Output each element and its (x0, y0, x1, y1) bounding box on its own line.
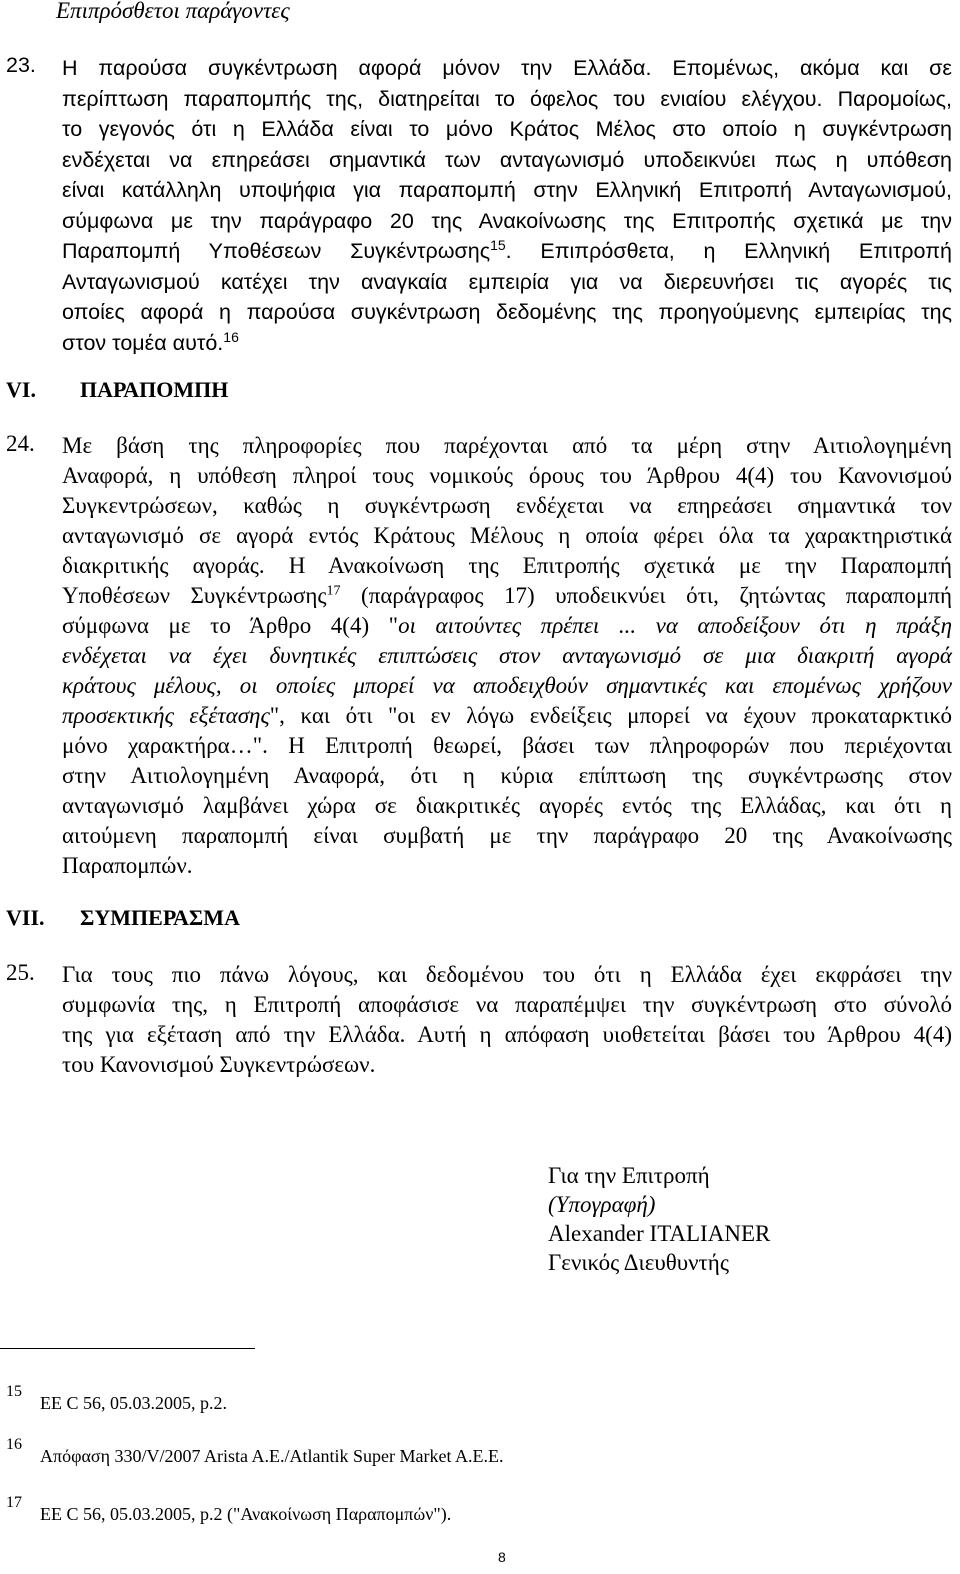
paragraph-line: στην Αιτιολογημένη Αναφορά, ότι η κύρια επίπτωση της συγκέντρωσης στον (62, 763, 952, 788)
paragraph-line: ενδέχεται να επηρεάσει σημαντικά των ανταγωνισμό υποδεικνύει πως η υπόθεση (62, 147, 952, 172)
paragraph-number-25: 25. (6, 960, 35, 985)
paragraph-24 (62, 431, 952, 881)
paragraph-line: Συγκεντρώσεων, καθώς η συγκέντρωση ενδέχεται να επηρεάσει σημαντικά τον (62, 493, 952, 518)
paragraph-line (62, 328, 952, 359)
paragraph-line: οποίες αφορά η παρούσα συγκέντρωση δεδομένης της προηγούμενης εμπειρίας της (62, 300, 952, 324)
signatory-name: Alexander ITALIANER (548, 1221, 771, 1246)
footnote-ref-16[interactable]: 16 (223, 328, 239, 345)
paragraph-line: διακριτικής αγοράς. Η Ανακοίνωση της Επιτροπής σχετικά με την Παραπομπή (62, 553, 952, 578)
footnote-text: EE C 56, 05.03.2005, p.2. (40, 1393, 227, 1413)
paragraph-line: αιτούμενη παραπομπή είναι συμβατή με την παράγραφο 20 της Ανακοίνωσης (62, 823, 952, 848)
paragraph-line: Ανταγωνισμού κατέχει την αναγκαία εμπειρία για να διερευνήσει τις αγορές τις (62, 269, 952, 294)
paragraph-number-23: 23. (6, 53, 36, 77)
text-run: στον τομέα αυτό. (62, 330, 224, 355)
paragraph-line: περίπτωση παραπομπής της, διατηρείται το όφελος του ενιαίου ελέγχου. Παρομοίως, (62, 86, 952, 111)
signature-block (548, 1161, 770, 1277)
footnote-number: 17 (6, 1494, 22, 1511)
paragraph-line (62, 641, 952, 671)
paragraph-line: Αναφορά, η υπόθεση πληροί τους νομικούς όρους του Άρθρου 4(4) του Κανονισμού (62, 463, 952, 488)
footnote-separator (0, 1348, 255, 1349)
signature-for-commission: Για την Επιτροπή (548, 1163, 710, 1188)
subsection-heading: Επιπρόσθετοι παράγοντες (56, 0, 290, 23)
paragraph-line (62, 701, 952, 731)
paragraph-line: μόνο χαρακτήρα…". Η Επιτροπή θεωρεί, βάσει των πληροφορών που περιέχονται (62, 733, 952, 758)
paragraph-line: Με βάση της πληροφορίες που παρέχονται από τα μέρη στην Αιτιολογημένη (62, 433, 952, 458)
text-run: Υποθέσεων Συγκέντρωσης (62, 583, 327, 608)
paragraph-25 (62, 960, 952, 1080)
paragraph-23 (62, 53, 952, 358)
paragraph-line (62, 236, 952, 267)
paragraph-line: του Κανονισμού Συγκεντρώσεων. (62, 1052, 376, 1077)
footnote-number: 15 (6, 1383, 22, 1400)
paragraph-line: Για τους πιο πάνω λόγους, και δεδομένου του ότι η Ελλάδα έχει εκφράσει την (62, 962, 952, 987)
footnote-ref-17[interactable]: 17 (326, 583, 341, 599)
section-title-referral: ΠΑΡΑΠΟΜΠΗ (80, 377, 229, 402)
text-run: (παράγραφος 17) υποδεικνύει ότι, ζητώντας παραπομπή (340, 583, 952, 608)
paragraph-line (62, 671, 952, 701)
footnote-text: EE C 56, 05.03.2005, p.2 ("Ανακοίνωση Παραπομπών"). (40, 1504, 452, 1524)
paragraph-number-24: 24. (6, 431, 35, 456)
section-numeral-vi: VI. (6, 377, 36, 402)
paragraph-line: ανταγωνισμό λαμβάνει χώρα σε διακριτικές αγορές εντός της Ελλάδας, και ότι η (62, 793, 952, 818)
paragraph-line: της για εξέταση από την Ελλάδα. Αυτή η απόφαση υιοθετείται βάσει του Άρθρου 4(4) (62, 1022, 952, 1047)
signatory-title: Γενικός Διευθυντής (548, 1250, 729, 1275)
section-title-conclusion: ΣΥΜΠΕΡΑΣΜΑ (80, 905, 240, 930)
footnote-number: 16 (6, 1436, 22, 1453)
paragraph-line (62, 611, 952, 641)
text-run: . Επιπρόσθετα, η Ελληνική Επιτροπή (505, 239, 952, 263)
text-run: ", και ότι "οι εν λόγω ενδείξεις μπορεί να έχουν προκαταρκτικό (269, 703, 952, 728)
footnote-text: Απόφαση 330/V/2007 Arista A.E./Atlantik Super Market A.E.E. (40, 1446, 504, 1466)
quoted-text: κράτους μέλους, οι οποίες μπορεί να αποδειχθούν σημαντικές και επομένως χρήζουν (62, 673, 952, 698)
page-number: 8 (498, 1549, 506, 1565)
paragraph-line: σύμφωνα με την παράγραφο 20 της Ανακοίνωσης της Επιτροπής σχετικά με την (62, 208, 952, 233)
quoted-text: οι αιτούντες πρέπει ... να αποδείξουν ότι η πράξη (398, 613, 952, 638)
quoted-text: προσεκτικής εξέτασης (62, 703, 270, 728)
quoted-text: ενδέχεται να έχει δυνητικές επιπτώσεις στον ανταγωνισμό σε μια διακριτή αγορά (62, 643, 952, 668)
paragraph-line: Παραπομπών. (62, 853, 193, 878)
signature-placeholder: (Υπογραφή) (548, 1192, 656, 1217)
paragraph-line: συμφωνία της, η Επιτροπή αποφάσισε να παραπέμψει την συγκέντρωση στο σύνολό (62, 992, 952, 1017)
paragraph-line (62, 581, 952, 611)
text-run: Παραπομπή Υποθέσεων Συγκέντρωσης (62, 239, 491, 263)
paragraph-line: το γεγονός ότι η Ελλάδα είναι το μόνο Κράτος Μέλος στο οποίο η συγκέντρωση (62, 117, 952, 141)
paragraph-line: είναι κατάλληλη υποψήφια για παραπομπή στην Ελληνική Επιτροπή Ανταγωνισμού, (62, 178, 952, 202)
paragraph-line: Η παρούσα συγκέντρωση αφορά μόνον την Ελλάδα. Επομένως, ακόμα και σε (62, 56, 952, 80)
section-numeral-vii: VII. (6, 905, 45, 930)
paragraph-line: ανταγωνισμό σε αγορά εντός Κράτους Μέλους η οποία φέρει όλα τα χαρακτηριστικά (62, 523, 952, 548)
text-run: σύμφωνα με το Άρθρο 4(4) " (62, 613, 399, 638)
footnote-ref-15[interactable]: 15 (490, 236, 506, 253)
